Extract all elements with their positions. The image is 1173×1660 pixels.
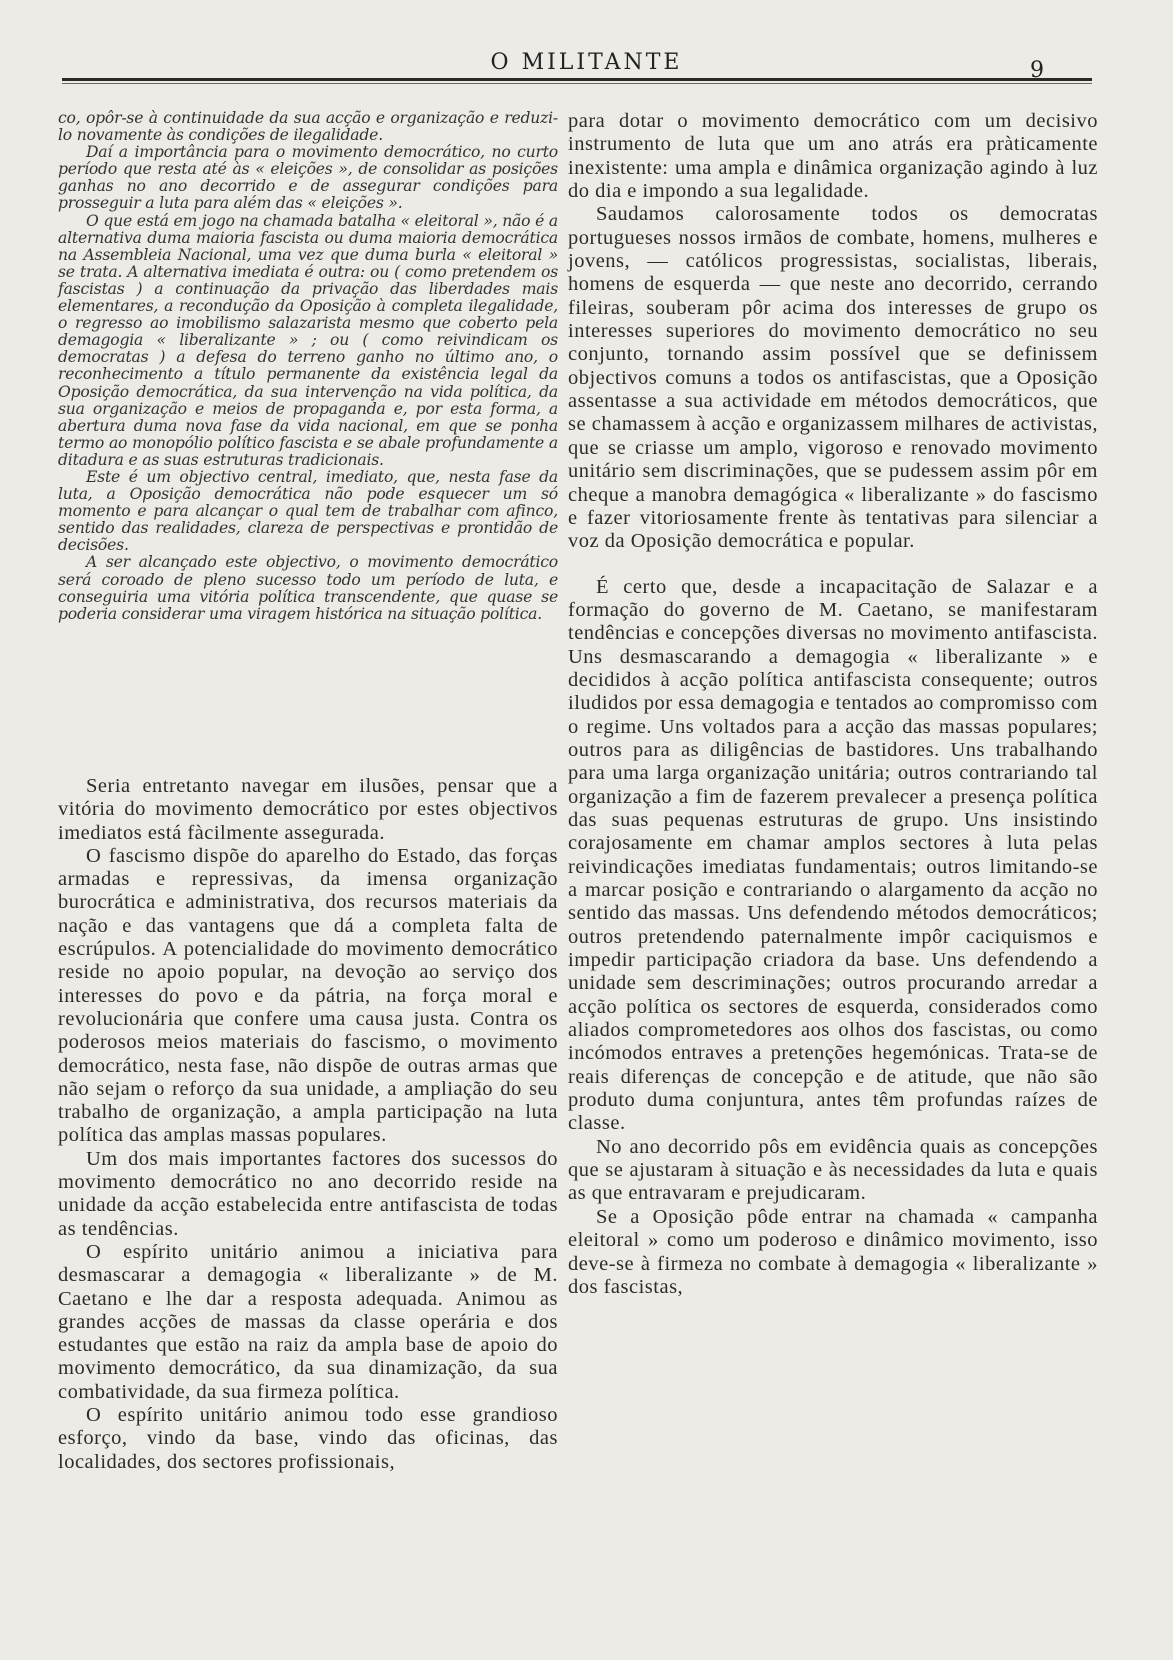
- paragraph: Este é um objectivo central, imediato, que, nesta fase da luta, a Oposição democrática não pode esquecer um só momento e para alcançar o qual tem de trabalhar com afinco, sentido das realidades, clareza de perspectivas e prontidão de decisões.: [58, 467, 558, 555]
- header-rule-thin: [62, 83, 1092, 84]
- header-rule: [62, 78, 1092, 81]
- right-column-body: [568, 110, 1098, 1299]
- left-column-italic-section: [58, 110, 558, 623]
- page-title: O MILITANTE: [490, 50, 683, 75]
- paragraph: Saudamos calorosamente todos os democratas portugueses nossos irmãos de combate, homens, mulheres e jovens, — católicos progressistas, socialistas, liberais, homens de esquerda — que neste ano decorrido, cerrando fileiras, souberam pôr acima dos interesses de grupo os interesses superiores do movimento democrático no seu conjunto, tornando assim possível que se definissem objectivos comuns a todos os antifascistas, que a Oposição assentasse a sua actividade em métodos democráticos, que se chamassem à acção e organizassem milhares de activistas, que se criasse um amplo, vigoroso e renovado movimento unitário sem discriminações, que se pudessem assim pôr em cheque a manobra demagógica « liberalizante » do fascismo e fazer vitoriosamente frente às tentativas para silenciar a voz da Oposição democrática e popular.: [568, 203, 1098, 553]
- paragraph: O fascismo dispõe do aparelho do Estado, das forças armadas e repressivas, da imensa organização burocrática e administrativa, dos recursos materiais da nação e das vantagens que dá a completa falta de escrúpulos. A potencialidade do movimento democrático reside no apoio popular, na devoção ao serviço dos interesses do povo e da pátria, na força moral e revolucionária que confere uma causa justa. Contra os poderosos meios materiais do fascismo, o movimento democrático, nesta fase, não dispõe de outras armas que não sejam o reforço da sua unidade, a ampliação do seu trabalho de organização, a ampla participação na luta política das amplas massas populares.: [58, 844, 558, 1147]
- page-number: 9: [1030, 58, 1044, 83]
- paragraph: para dotar o movimento democrático com um decisivo instrumento de luta que um ano atrás era pràticamente inexistente: uma ampla e dinâmica organização agindo à luz do dia e impondo a sua legalidade.: [568, 110, 1098, 203]
- left-column-body: [58, 775, 558, 1474]
- paragraph: O espírito unitário animou a iniciativa para desmascarar a demagogia « liberalizante » de M. Caetano e lhe dar a resposta adequada. Animou as grandes acções de massas da classe operária e dos estudantes que estão na raiz da ampla base de apoio do movimento democrático, da sua dinamização, da sua combatividade, da sua firmeza política.: [58, 1240, 558, 1403]
- paragraph: No ano decorrido pôs em evidência quais as concepções que se ajustaram à situação e às necessidades da luta e quais as que entravaram e prejudicaram.: [568, 1135, 1098, 1205]
- paragraph: A ser alcançado este objectivo, o movimento democrático será coroado de pleno sucesso todo um período de luta, e conseguiria uma vitória política transcendente, que quase se poderia considerar uma viragem histórica na situação política.: [58, 553, 558, 623]
- paragraph: O que está em jogo na chamada batalha « eleitoral », não é a alternativa duma maioria fascista ou duma maioria democrática na Assembleia Nacional, uma vez que duma burla « eleitoral » se trata. A alternativa imediata é outra: ou ( como pretendem os fascistas ) a continuação da privação das liberdades mais elementares, a recondução da Oposição à completa ilegalidade, o regresso ao imobilismo salazarista mesmo que coberto pela demagogia « liberalizante » ; ou ( como reivindicam os democratas ) a defesa do terreno ganho no último ano, o reconhecimento a título permanente da existência legal da Oposição democrática, da sua intervenção na vida política, da sua organização e meios de propaganda e, por esta forma, a abertura duma nova fase da vida nacional, em que se ponha termo ao monopólio político fascista e se abale profundamente a ditadura e as suas estruturas tradicionais.: [58, 211, 558, 469]
- paragraph: É certo que, desde a incapacitação de Salazar e a formação do governo de M. Caetano, se manifestaram tendências e concepções diversas no movimento antifascista. Uns desmascarando a demagogia « liberalizante » e decididos à acção política antifascista consequente; outros iludidos por essa demagogia e tentados ao compromisso com o regime. Uns voltados para a acção das massas populares; outros para as diligências de bastidores. Uns trabalhando para uma larga organização unitária; outros contrariando tal organização a fim de fazerem prevalecer a presença política das suas pequenas estruturas de grupo. Uns insistindo corajosamente em chamar amplos sectores à luta pelas reivindicações imediatas fundamentais; outros limitando-se a marcar posição e contrariando o alargamento da acção no sentido das massas. Uns defendendo métodos democráticos; outros pretendendo paternalmente impôr caciquismos e impedir participação criadora da base. Uns defendendo a unidade sem descriminações; outros procurando arredar a acção política os sectores de esquerda, considerados como aliados comprometedores aos olhos dos fascistas, ou como incómodos entraves a pretenções hegemónicas. Trata-se de reais diferenças de concepção e de atitude, que não são produto duma conjuntura, antes têm profundas raízes de classe.: [568, 575, 1098, 1135]
- paragraph: Daí a importância para o movimento democrático, no curto período que resta até às « eleições », de consolidar as posições ganhas no ano decorrido e de assegurar condições para prosseguir a luta para além das « eleições ».: [58, 143, 558, 213]
- paragraph: Seria entretanto navegar em ilusões, pensar que a vitória do movimento democrático por estes objectivos imediatos está fàcilmente assegurada.: [58, 775, 558, 844]
- paragraph: Se a Oposição pôde entrar na chamada « campanha eleitoral » como um poderoso e dinâmico movimento, isso deve-se à firmeza no combate à demagogia « liberalizante » dos fascistas,: [568, 1205, 1098, 1298]
- paragraph-gap: [568, 554, 1098, 576]
- paragraph: O espírito unitário animou todo esse grandioso esforço, vindo da base, vindo das oficinas, das localidades, dos sectores profissionais,: [58, 1404, 558, 1473]
- paragraph: co, opôr-se à continuidade da sua acção e organização e reduzi-lo novamente às condições de ilegalidade.: [58, 109, 558, 145]
- paragraph: Um dos mais importantes factores dos sucessos do movimento democrático no ano decorrido reside na unidade da acção estabelecida entre antifascista de todas as tendências.: [58, 1147, 558, 1240]
